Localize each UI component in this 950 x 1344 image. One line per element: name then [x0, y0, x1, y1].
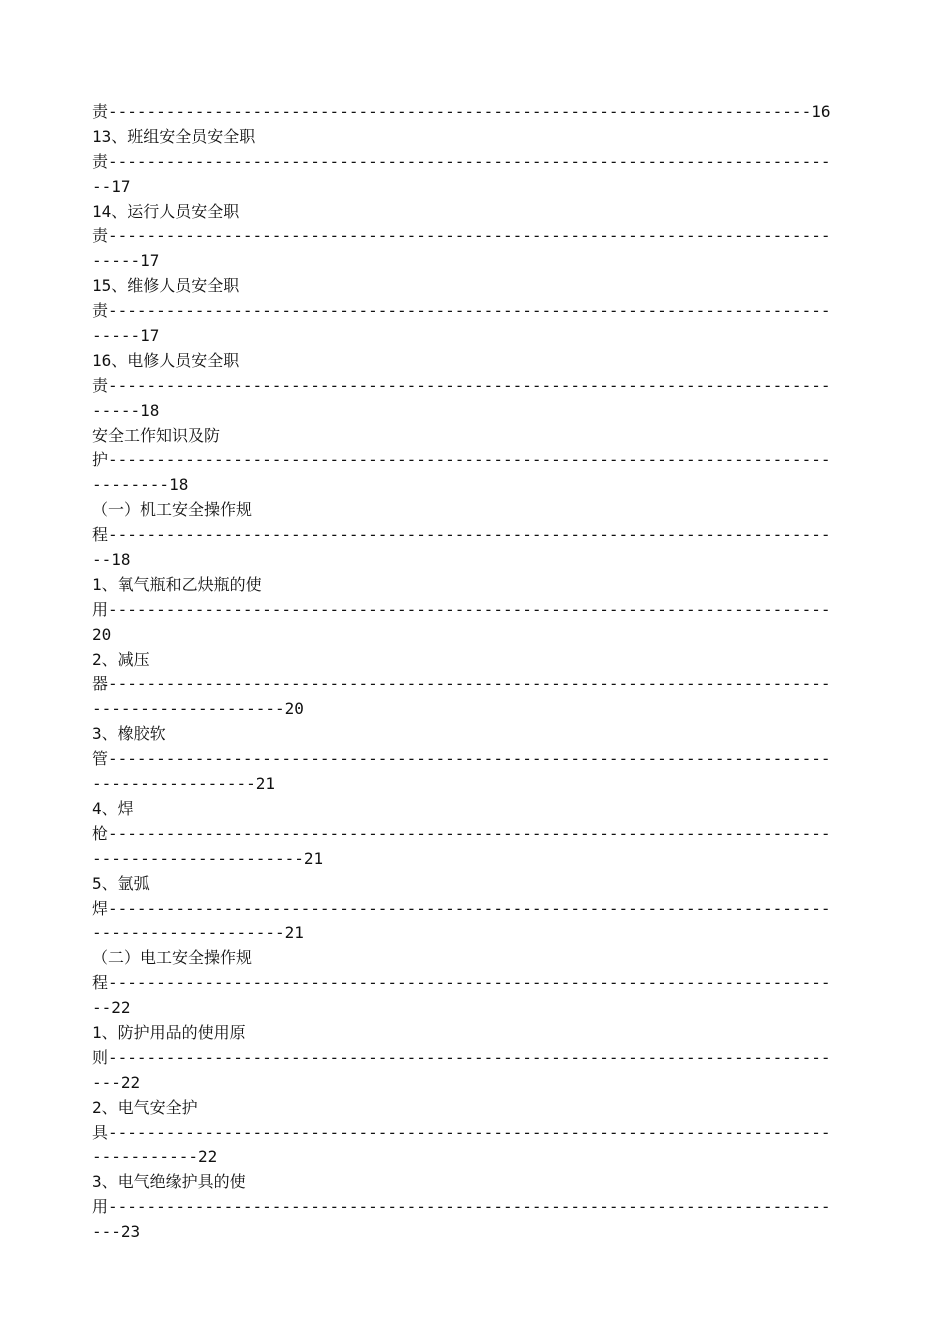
toc-line: 管---------------------------------------------------------------------------: [92, 749, 831, 769]
toc-line: --22: [92, 998, 131, 1018]
toc-line: -----17: [92, 326, 160, 346]
toc-line: 具---------------------------------------------------------------------------: [92, 1122, 831, 1142]
toc-line: 程---------------------------------------------------------------------------: [92, 525, 831, 545]
toc-line: 13、班组安全员安全职: [92, 126, 256, 146]
toc-line: -----------------21: [92, 774, 276, 794]
toc-line: --------------------20: [92, 699, 304, 719]
toc-line: 16、电修人员安全职: [92, 350, 240, 370]
toc-line: 枪---------------------------------------------------------------------------: [92, 823, 831, 843]
toc-line: 用---------------------------------------------------------------------------: [92, 1197, 831, 1217]
toc-line: 责-------------------------------------------------------------------------16: [92, 102, 831, 121]
toc-line: 14、运行人员安全职: [92, 201, 240, 221]
toc-page: [92, 100, 860, 1245]
toc-line: 器---------------------------------------------------------------------------: [92, 674, 831, 694]
toc-line: ---23: [92, 1222, 141, 1242]
toc-line: 责---------------------------------------------------------------------------: [92, 301, 831, 321]
toc-line: 2、电气安全护: [92, 1097, 198, 1117]
toc-line: 1、氧气瓶和乙炔瓶的使: [92, 574, 262, 594]
toc-line: 安全工作知识及防: [92, 425, 221, 445]
toc-line: 3、橡胶软: [92, 724, 166, 744]
toc-line: 则---------------------------------------------------------------------------: [92, 1047, 831, 1067]
toc-line: -----18: [92, 400, 160, 420]
toc-line: （一）机工安全操作规: [92, 500, 253, 520]
toc-line: 护---------------------------------------------------------------------------: [92, 450, 831, 470]
toc-line: 20: [92, 624, 112, 644]
toc-line: 4、焊: [92, 798, 134, 818]
toc-line: --17: [92, 176, 131, 196]
toc-line: （二）电工安全操作规: [92, 948, 253, 968]
toc-line: 2、减压: [92, 649, 150, 669]
toc-line: 3、电气绝缘护具的使: [92, 1172, 246, 1192]
toc-line: 5、氩弧: [92, 873, 150, 893]
toc-line: 15、维修人员安全职: [92, 276, 240, 296]
toc-line: ----------------------21: [92, 848, 324, 868]
toc-line: 责---------------------------------------------------------------------------: [92, 226, 831, 246]
toc-line: --------------------21: [92, 923, 304, 943]
toc-line: 责---------------------------------------------------------------------------: [92, 375, 831, 395]
toc-line: 责---------------------------------------------------------------------------: [92, 151, 831, 171]
toc-line: 程---------------------------------------------------------------------------: [92, 973, 831, 993]
toc-line: -----17: [92, 251, 160, 271]
toc-line: --18: [92, 550, 131, 570]
toc-line: -----------22: [92, 1147, 218, 1167]
toc-line: 焊---------------------------------------------------------------------------: [92, 898, 831, 918]
toc-line: --------18: [92, 475, 189, 495]
toc-line: ---22: [92, 1072, 141, 1092]
toc-line: 1、防护用品的使用原: [92, 1022, 246, 1042]
toc-line: 用---------------------------------------------------------------------------: [92, 599, 831, 619]
